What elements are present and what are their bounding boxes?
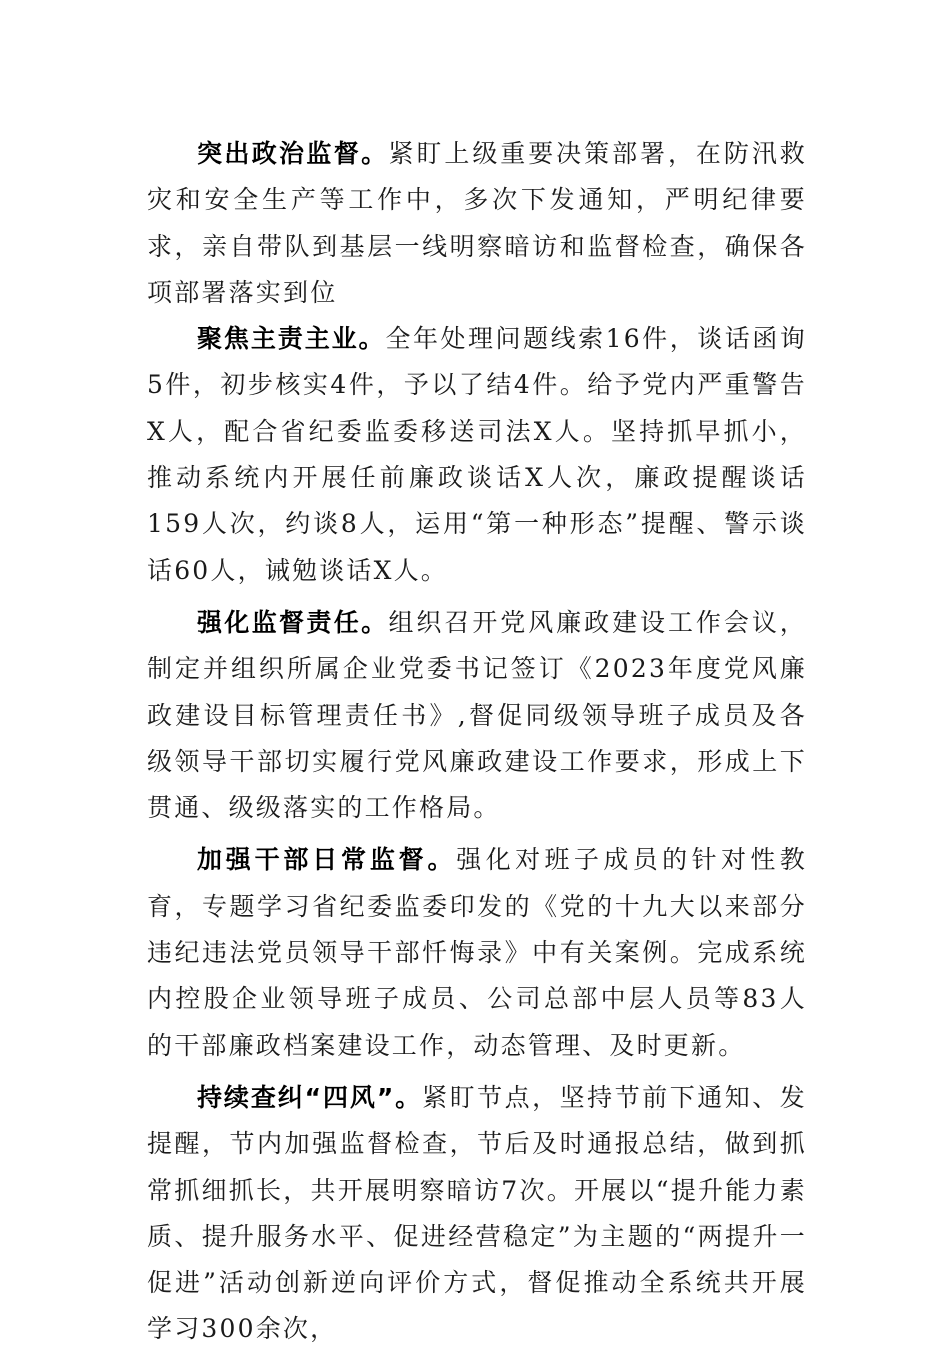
paragraph-text: 组织召开党风廉政建设工作会议，制定并组织所属企业党委书记签订《2023年度党风廉政建设目标管理责任书》,督促同级领导班子成员及各级领导干部切实履行党风廉政建设工作要求，形成上下贯通、级级落实的工作格局。 [147, 607, 807, 823]
paragraph-text: 强化对班子成员的针对性教育，专题学习省纪委监委印发的《党的十九大以来部分违纪违法党员领导干部忏悔录》中有关案例。完成系统内控股企业领导班子成员、公司总部中层人员等83人的干部廉政档案建设工作，动态管理、及时更新。 [147, 845, 808, 1060]
paragraph-heading: 聚焦主责主业。 [197, 324, 386, 354]
paragraph-text: 全年处理问题线索16件，谈话函询5件，初步核实4件，予以了结4件。给予党内严重警告X人，配合省纪委监委移送司法X人。坚持抓早抓小，推动系统内开展任前廉政谈话X人次，廉政提醒谈话159人次，约谈8人，运用“第一种形态”提醒、警示谈话60人，诫勉谈话X人。 [147, 324, 808, 585]
paragraph-heading: 强化监督责任。 [197, 607, 389, 637]
paragraph-text: 紧盯上级重要决策部署，在防汛救灾和安全生产等工作中，多次下发通知，严明纪律要求，亲自带队到基层一线明察暗访和监督检查，确保各项部署落实到位 [147, 139, 807, 307]
document-body [147, 131, 807, 1353]
paragraph-heading: 突出政治监督。 [197, 139, 389, 168]
paragraph-supervision-duty [147, 600, 807, 831]
paragraph-heading: 加强干部日常监督。 [197, 845, 457, 875]
paragraph-cadre-supervision [147, 837, 807, 1068]
paragraph-text: 紧盯节点，坚持节前下通知、发提醒，节内加强监督检查，节后及时通报总结，做到抓常抓细抓长，共开展明察暗访7次。开展以“提升能力素质、提升服务水平、促进经营稳定”为主题的“两提升一促进”活动创新逆向评价方式，督促推动全系统共开展学习300余次， [147, 1082, 807, 1344]
paragraph-four-winds [147, 1075, 807, 1353]
paragraph-heading: 持续查纠“四风”。 [197, 1082, 423, 1112]
paragraph-main-responsibility [147, 316, 807, 594]
paragraph-political-supervision [147, 131, 807, 316]
